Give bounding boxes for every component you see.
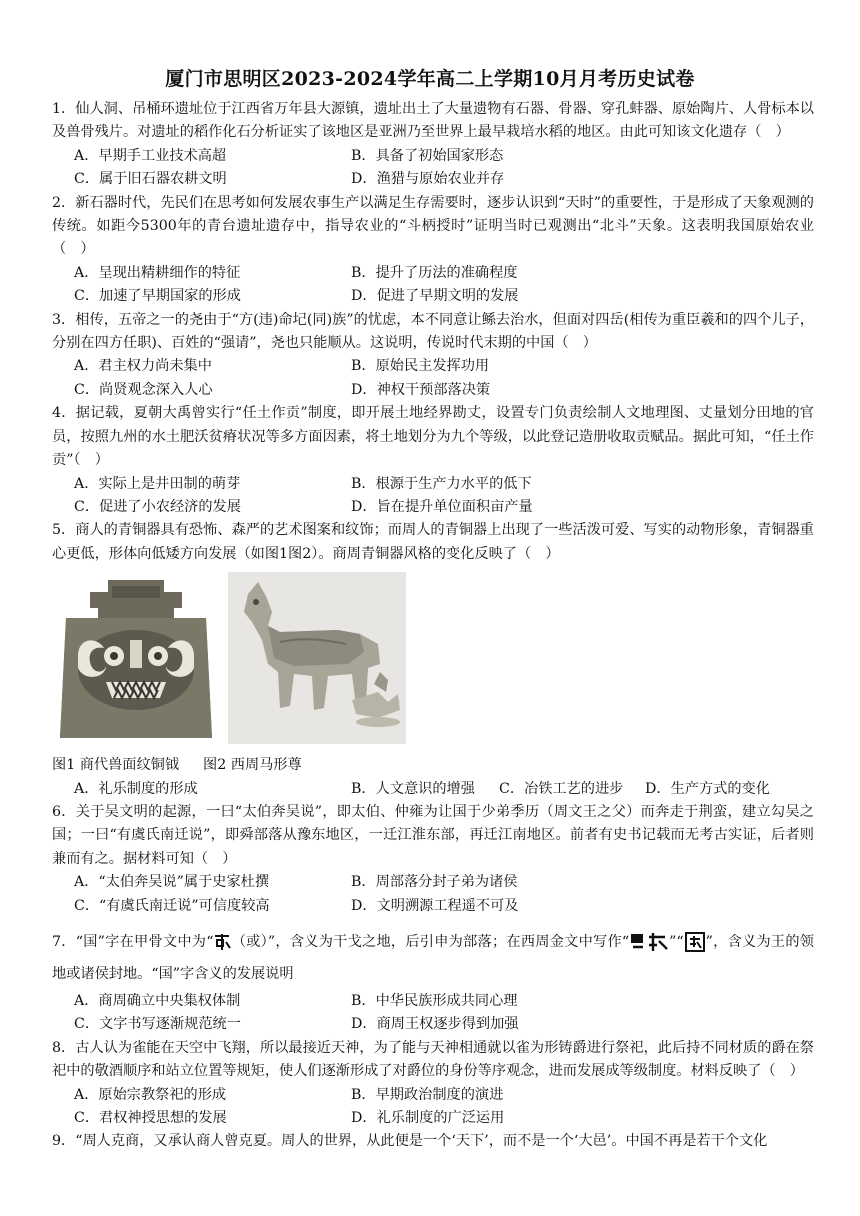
option-b[interactable]: B．原始民主发挥功用 [351,358,490,375]
question-stem: 1．仙人洞、吊桶环遗址位于江西省万年县大源镇，遗址出土了大量遗物有石器、骨器、穿孔蚌器、原始陶片、人骨标本以及兽骨残片。对遗址的稻作化石分析证实了该地区是亚洲乃至世界上最早栽培水稻的地区。由此可知该文化遗存（ ） [52,101,814,141]
option-group [74,262,814,309]
question-stem [52,926,814,990]
option-a[interactable]: A．原始宗教祭祀的形成 [74,1086,227,1103]
option-group [74,145,814,192]
bronze-guo-glyph-icon [629,931,669,953]
question-stem: 9．“周人克商，又承认商人曾克夏。周人的世界，从此便是一个‘天下’，而不是一个‘大邑’。中国不再是若干个文化 [52,1133,768,1150]
option-a[interactable]: A．早期手工业技术高超 [74,147,227,164]
question-stem: 4．据记载，夏朝大禹曾实行“任土作贡”制度，即开展土地经界勘丈，设置专门负责绘制人文地理图、丈量划分田地的官员，按照九州的水土肥沃贫瘠状况等多方面因素，将土地划分为九个等级，以此登记造册收取贡赋品。据此可知，“任土作贡”（ ） [52,405,814,469]
option-b[interactable]: B．具备了初始国家形态 [351,147,504,164]
option-b[interactable]: B．根源于生产力水平的低下 [351,475,532,492]
option-c[interactable]: C．属于旧石器农耕文明 [74,171,227,188]
option-b[interactable]: B．提升了历法的准确程度 [351,264,518,281]
option-d[interactable]: D．礼乐制度的广泛运用 [351,1110,505,1126]
figure-2-caption: 图2 西周马形尊 [203,757,302,774]
option-c[interactable]: C．文字书写逐渐规范统一 [74,1016,241,1033]
question-stem: 6．关于吴文明的起源，一曰“太伯奔吴说”，即太伯、仲雍为让国于少弟季历（周文王之父）而奔走于荆蛮，建立勾吴之国；一曰“有虞氏南迁说”，即舜部落从豫东地区，一迁江淮东部，再迁江南地区。前者有史书记载而无考古实证，后者则兼而有之。据材料可知（ ） [52,803,814,867]
stem-part: ”，含义为王的领地或诸侯封地。“国”字含义的发展说明 [52,933,814,982]
option-d[interactable]: D．神权干预部落决策 [351,381,491,398]
question-stem: 5．商人的青铜器具有恐怖、森严的艺术图案和纹饰；而周人的青铜器上出现了一些活泼可爱、写实的动物形象，青铜器重心更低，形体向低矮方向发展（如图1图2）。商周青铜器风格的变化反映了（ ） [52,522,814,562]
question-list [52,98,814,1154]
option-a[interactable]: A．君主权力尚未集中 [74,358,212,375]
option-a[interactable]: A．商周确立中央集权体制 [74,992,241,1009]
option-b[interactable]: B．人文意识的增强 [351,780,475,797]
stem-part: （或）”，含义为干戈之地，后引申为部落；在西周金文中写作“ [231,933,630,950]
option-a[interactable]: A．呈现出精耕细作的特征 [74,264,241,281]
option-c[interactable]: C．加速了早期国家的形成 [74,288,241,305]
stem-part: ”“ [669,933,684,950]
option-group [74,1084,814,1131]
question-stem: 8．古人认为雀能在天空中飞翔，所以最接近天神，为了能与天神相通就以雀为形铸爵进行祭祀，此后持不同材质的爵在祭祀中的敬酒顺序和站立位置等规矩，使人们逐渐形成了对爵位的身份等序观念，进而发展成等级制度。材料反映了（ ） [52,1039,814,1080]
figure-row [52,572,814,758]
option-c[interactable]: C．“有虞氏南迁说”可信度较高 [74,897,270,914]
option-group [74,871,814,918]
question-stem: 2．新石器时代，先民们在思考如何发展农事生产以满足生存需要时，逐步认识到“天时”的重要性，于是形成了天象观测的传统。如距今5300年的青台遗址遗存中，指导农业的“斗柄授时”证明当时已观测出“北斗”天象。这表明我国原始农业（ ） [52,194,814,258]
option-c[interactable]: C．君权神授思想的发展 [74,1110,227,1126]
option-a[interactable]: A．“太伯奔吴说”属于史家杜撰 [74,874,270,891]
option-b[interactable]: B．周部落分封子弟为诸侯 [351,874,518,891]
option-b[interactable]: B．中华民族形成共同心理 [351,992,518,1009]
option-group [74,473,814,520]
option-d[interactable]: D．商周王权逐步得到加强 [351,1016,519,1033]
option-group [74,355,814,402]
option-a[interactable]: A．实际上是井田制的萌芽 [74,475,241,492]
option-d[interactable]: D．文明溯源工程遥不可及 [351,897,519,914]
stem-part: 7．“国”字在甲骨文中为“ [52,933,214,950]
option-d[interactable]: D．渔猎与原始农业并存 [351,171,505,188]
question-stem: 3．相传，五帝之一的尧由于“方(违)命圮(同)族”的忧虑，本不同意让鲧去治水，但面对四岳(相传为重臣羲和的四个儿子，分别在四方任职)、百姓的“强请”，尧也只能顺从。这说明，传说时代末期的中国（ ） [52,311,814,352]
oracle-bone-guo-glyph-icon [213,932,231,952]
option-c[interactable]: C．冶铁工艺的进步 [499,780,624,797]
option-b[interactable]: B．早期政治制度的演进 [351,1086,504,1103]
option-group [74,990,814,1037]
option-d[interactable]: D．促进了早期文明的发展 [351,288,519,305]
option-c[interactable]: C．尚贤观念深入人心 [74,381,213,398]
option-c[interactable]: C．促进了小农经济的发展 [74,498,241,515]
bronze-guo-enclosed-glyph-icon [684,931,706,953]
option-a[interactable]: A．礼乐制度的形成 [74,780,198,797]
bronze-horse-vessel-image [228,572,406,744]
option-group [74,778,814,801]
page-title: 厦门市思明区2023-2024学年高二上学期10月月考历史试卷 [165,68,695,90]
option-d[interactable]: D．生产方式的变化 [645,780,770,797]
option-d[interactable]: D．旨在提升单位面积亩产量 [351,498,533,515]
figure-1-caption: 图1 商代兽面纹铜钺 [52,757,180,774]
bronze-yue-axe-image [56,578,216,738]
